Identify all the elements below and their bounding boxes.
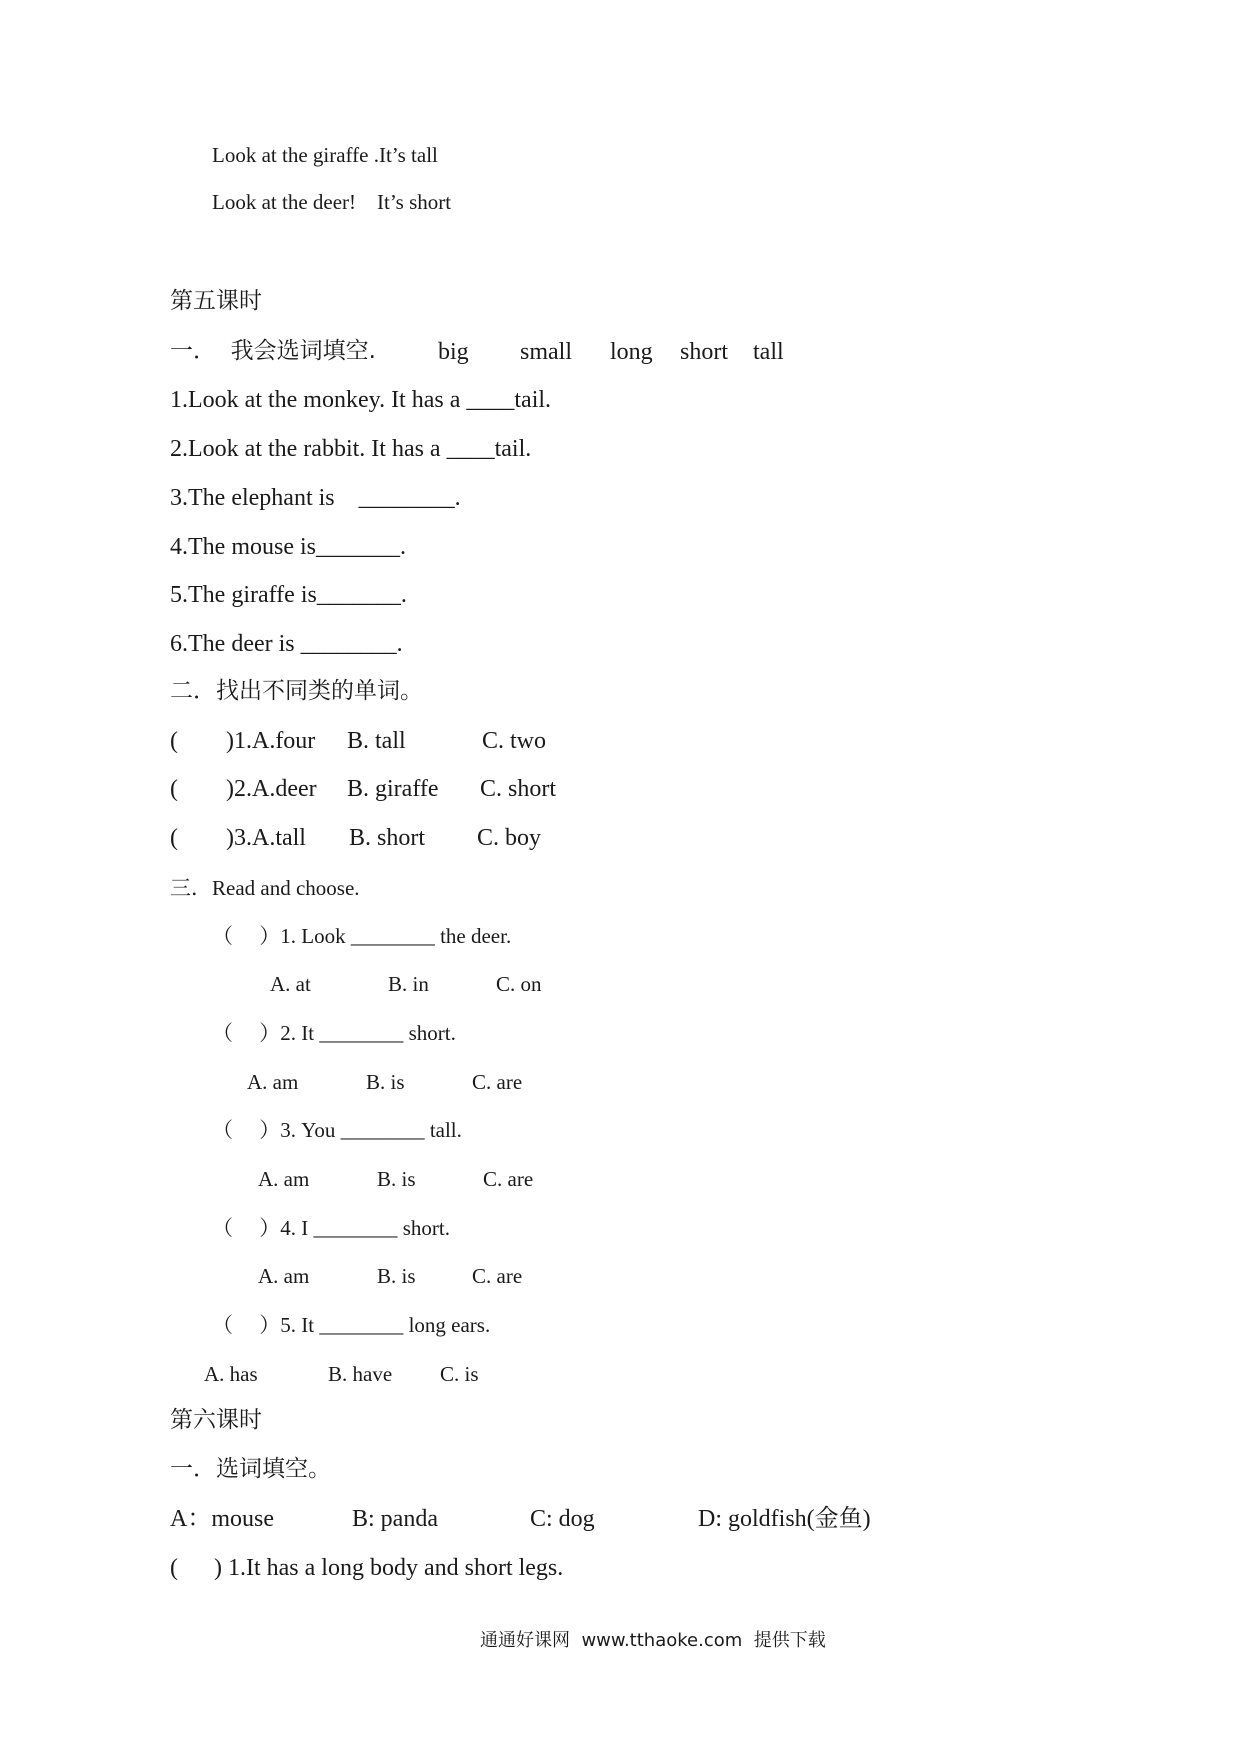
choose-q1-b: B. in bbox=[388, 972, 429, 996]
choose-q3-c: C. are bbox=[483, 1167, 534, 1191]
lesson6-title: 第六课时 bbox=[170, 1407, 262, 1433]
fill-item-6: 6.The deer is ________. bbox=[170, 631, 403, 657]
lesson6-section1-heading: 一．选词填空。 bbox=[170, 1456, 331, 1482]
fill-item-1: 1.Look at the monkey. It has a ____tail. bbox=[170, 387, 552, 413]
choose-q5-a: A. has bbox=[204, 1362, 258, 1386]
odd-one-out-q1: ( )1.A.four bbox=[170, 728, 316, 754]
word-bank-short: short bbox=[680, 339, 728, 365]
choose-q2-b: B. is bbox=[366, 1070, 405, 1094]
choose-q2: （ ）2. It ________ short. bbox=[212, 1021, 456, 1045]
fill-item-5: 5.The giraffe is_______. bbox=[170, 582, 407, 608]
section1-heading: 一． 我会选词填空. bbox=[170, 338, 376, 364]
intro-line-1: Look at the giraffe .It’s tall bbox=[212, 143, 438, 167]
section2-heading: 二．找出不同类的单词。 bbox=[170, 678, 423, 704]
lesson5-title: 第五课时 bbox=[170, 288, 262, 314]
fill-item-4: 4.The mouse is_______. bbox=[170, 534, 406, 560]
word-bank-tall: tall bbox=[753, 339, 784, 365]
choose-q4: （ ）4. I ________ short. bbox=[212, 1216, 450, 1240]
choose-q5: （ ）5. It ________ long ears. bbox=[212, 1313, 491, 1337]
odd-one-out-q3: ( )3.A.tall bbox=[170, 825, 306, 851]
choose-q1-a: A. at bbox=[270, 972, 311, 996]
choose-q1: （ ）1. Look ________ the deer. bbox=[212, 924, 512, 948]
odd-one-out-q2-b: B. giraffe bbox=[347, 776, 439, 802]
word-bank-small: small bbox=[520, 339, 572, 365]
option-a: A：mouse bbox=[170, 1506, 274, 1532]
choose-q4-b: B. is bbox=[377, 1264, 416, 1288]
choose-q5-b: B. have bbox=[328, 1362, 393, 1386]
option-b: B: panda bbox=[352, 1506, 438, 1532]
choose-q1-c: C. on bbox=[496, 972, 542, 996]
choose-q4-c: C. are bbox=[472, 1264, 523, 1288]
odd-one-out-q2-c: C. short bbox=[480, 776, 557, 802]
odd-one-out-q3-c: C. boy bbox=[477, 825, 542, 851]
odd-one-out-q1-c: C. two bbox=[482, 728, 547, 754]
choose-q3: （ ）3. You ________ tall. bbox=[212, 1118, 462, 1142]
choose-q4-a: A. am bbox=[258, 1264, 310, 1288]
choose-q3-b: B. is bbox=[377, 1167, 416, 1191]
fill-item-2: 2.Look at the rabbit. It has a ____tail. bbox=[170, 436, 532, 462]
footer-credit: 通通好课网 www.tthaoke.com 提供下载 bbox=[480, 1630, 826, 1651]
option-d: D: goldfish(金鱼) bbox=[698, 1506, 871, 1532]
choose-q5-c: C. is bbox=[440, 1362, 479, 1386]
odd-one-out-q3-b: B. short bbox=[349, 825, 426, 851]
word-bank-long: long bbox=[610, 339, 653, 365]
lesson6-item-1: ( ) 1.It has a long body and short legs. bbox=[170, 1555, 564, 1581]
odd-one-out-q1-b: B. tall bbox=[347, 728, 406, 754]
section3-heading: 三．Read and choose. bbox=[170, 876, 360, 900]
odd-one-out-q2: ( )2.A.deer bbox=[170, 776, 317, 802]
choose-q2-c: C. are bbox=[472, 1070, 523, 1094]
intro-line-2: Look at the deer! It’s short bbox=[212, 190, 452, 214]
choose-q3-a: A. am bbox=[258, 1167, 310, 1191]
choose-q2-a: A. am bbox=[247, 1070, 299, 1094]
option-c: C: dog bbox=[530, 1506, 595, 1532]
fill-item-3: 3.The elephant is ________. bbox=[170, 485, 461, 511]
word-bank-big: big bbox=[438, 339, 469, 365]
